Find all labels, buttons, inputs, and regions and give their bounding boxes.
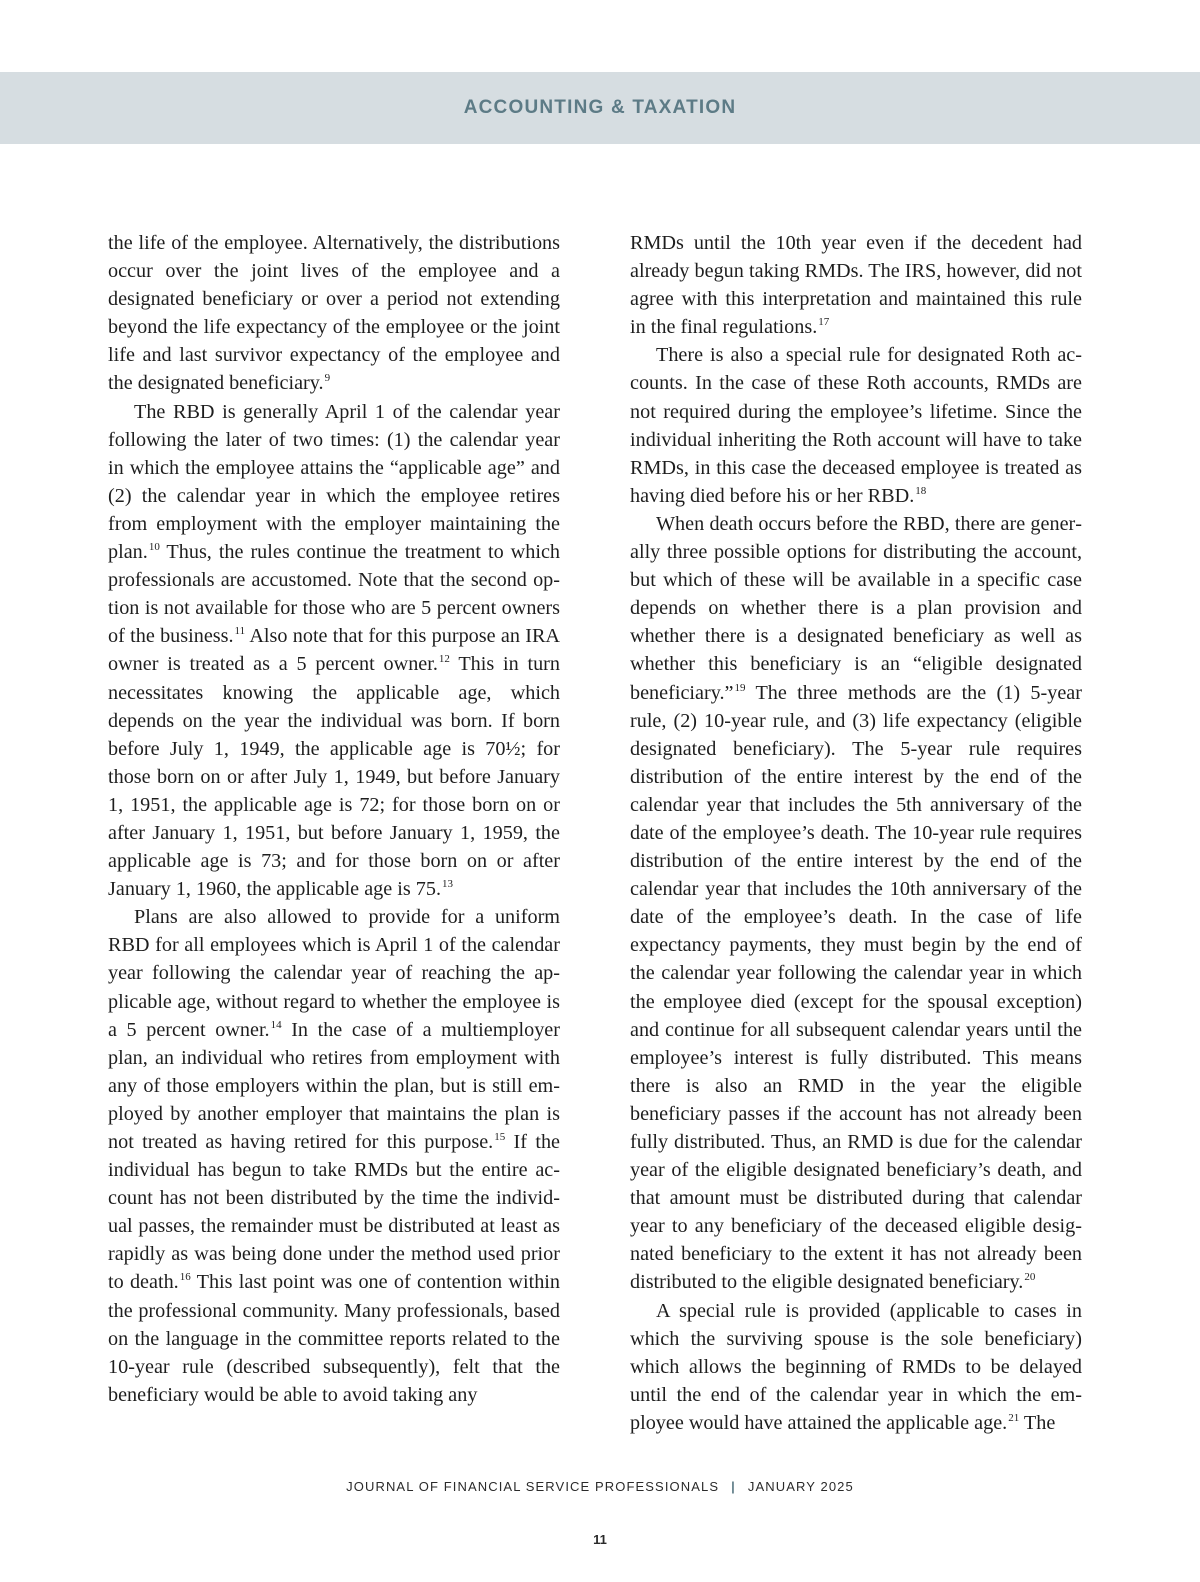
footnote-ref: 14	[270, 1018, 282, 1031]
paragraph-text: The three methods are the (1) 5-year rule, (2) 10-year rule, and (3) life expectancy (eligible designated beneficiary). The 5-year rule requires distribution of the entire interest by the end of the calendar year that includes the 5th anniversary of the date of the employee’s death. The 10-year rule requires distribution of the entire interest by the end of the calendar year that includes the 10th anniversary of the date of the employee’s death. In the case of life expectancy payments, they must begin by the end of the calendar year following the calendar year in which the employee died (except for the spousal exception) and continue for all subsequent calendar years until the employee’s interest is fully distributed. This means there is also an RMD in the year the eligible beneficiary passes if the account has not already been fully distributed. Thus, an RMD is due for the calendar year of the eligible designated beneficiary’s death, and that amount must be distributed during that calendar year to any beneficiary of the deceased eligible designated beneficiary to the extent it has not already been distributed to the eligible designated beneficiary.	[630, 681, 1082, 1294]
paragraph	[108, 398, 560, 904]
footnote-ref: 17	[818, 316, 830, 329]
paragraph-text: the life of the employee. Alternatively, the distributions occur over the joint lives of the employee and a designated beneficiary or over a period not extending beyond the life expectancy of the employee or the joint life and last survivor expectancy of the employee and the designated beneficiary.	[108, 232, 560, 395]
footnote-ref: 21	[1008, 1411, 1020, 1424]
paragraph-text: When death occurs before the RBD, there are generally three possible options for distributing the account, but which of these will be available in a specific case depends on whether there is a plan provision and whether there is a designated beneficiary as well as whether this beneficiary is an “eligible designated beneficiary.”	[630, 512, 1082, 704]
footnote-ref: 18	[915, 484, 927, 497]
paragraph-text: This in turn necessitates knowing the applicable age, which depends on the year the individual was born. If born before July 1, 1949, the applicable age is 70½; for those born on or after July 1, 1949, but before January 1, 1951, the applicable age is 72; for those born on or after January 1, 1951, but before January 1, 1959, the applicable age is 73; and for those born on or after January 1, 1960, the applicable age is 75.	[108, 653, 560, 901]
right-column	[630, 229, 1082, 1437]
footnote-ref: 12	[438, 653, 450, 666]
paragraph-text: The RBD is generally April 1 of the calendar year following the later of two times: (1) the calendar year in which the employee attains the “applicable age” and (2) the calendar year in which the employee retires from employment with the employer maintaining the plan.	[108, 400, 560, 564]
paragraph-text: The	[1019, 1411, 1056, 1434]
footnote-ref: 10	[148, 541, 160, 554]
paragraph-text: A special rule is provided (applicable to cases in which the surviving spouse is the sole beneficiary) which allows the beginning of RMDs to be delayed until the end of the calendar year in which the employee would have attained the applicable age.	[630, 1299, 1082, 1434]
section-title: ACCOUNTING & TAXATION	[463, 97, 737, 118]
paragraph-text: Also note that for this purpose an IRA owner is treated as a 5 percent owner.	[108, 625, 560, 676]
journal-name: JOURNAL OF FINANCIAL SERVICE PROFESSIONALS	[346, 1479, 720, 1494]
footnote-ref: 13	[442, 878, 453, 891]
running-footer	[0, 1479, 1200, 1494]
paragraph-text: Plans are also allowed to provide for a uniform RBD for all employees which is April 1 of the calendar year following the calendar year of reaching the applicable age, without regard to whether the employee is a 5 percent owner.	[108, 906, 560, 1041]
footnote-ref: 9	[324, 372, 331, 385]
paragraph	[630, 229, 1082, 341]
left-column	[108, 229, 560, 1409]
paragraph-text: There is also a special rule for designated Roth accounts. In the case of these Roth accounts, RMDs are not required during the employee’s lifetime. Since the individual inheriting the Roth account will have to take RMDs, in this case the deceased employee is treated as having died before his or her RBD.	[630, 344, 1082, 507]
issue-date: JANUARY 2025	[747, 1479, 854, 1494]
paragraph-text: RMDs until the 10th year even if the decedent had already begun taking RMDs. The IRS, however, did not agree with this interpretation and maintained this rule in the final regulations.	[630, 232, 1082, 339]
paragraph-text: In the case of a multiemployer plan, an individual who retires from employment with any of those employers within the plan, but is still employed by another employer that maintains the plan is not treated as having retired for this purpose.	[108, 1018, 560, 1153]
footer-separator: |	[731, 1479, 736, 1494]
footnote-ref: 15	[494, 1131, 506, 1143]
footnote-ref: 20	[1024, 1271, 1036, 1284]
page-number: 11	[593, 1532, 607, 1547]
paragraph	[108, 903, 560, 1409]
footnote-ref: 11	[234, 625, 246, 638]
footnote-ref: 16	[179, 1271, 191, 1284]
paragraph	[630, 1297, 1082, 1437]
section-header-band	[0, 72, 1200, 144]
paragraph	[630, 510, 1082, 1297]
footnote-ref: 19	[734, 681, 746, 694]
paragraph-text: Thus, the rules continue the treatment to which professionals are accustomed. Note that the second option is not available for those who are 5 percent owners of the business.	[108, 541, 560, 648]
paragraph-text: If the individual has begun to take RMDs but the entire account has not been distributed by the time the individual passes, the remainder must be distributed at least as rapidly as was being done under the method used prior to death.	[108, 1131, 560, 1294]
paragraph	[108, 229, 560, 398]
paragraph-text: This last point was one of contention within the professional community. Many professionals, based on the language in the committee reports related to the 10-year rule (described subsequently), felt that the beneficiary would be able to avoid taking any	[108, 1271, 561, 1406]
paragraph	[630, 341, 1082, 510]
